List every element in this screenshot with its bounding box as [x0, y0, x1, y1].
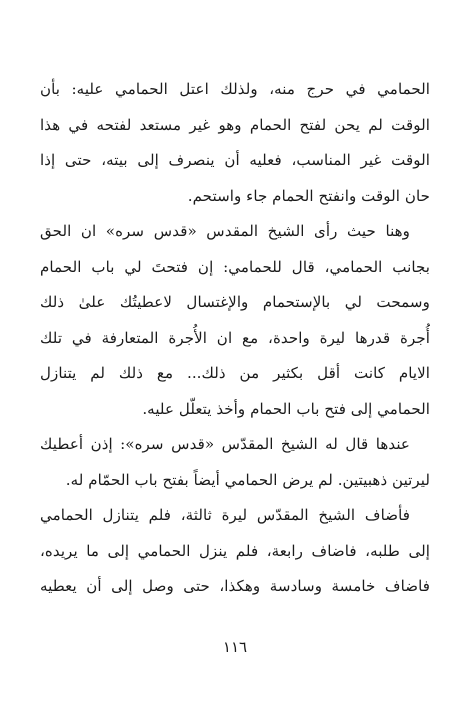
text-line: إلى طلبه، فاضاف رابعة، فلم ينزل الحمامي إلى ما يريده،: [40, 541, 430, 560]
text-line: الوقت غير المناسب، فعليه أن ينصرف إلى بيته، حتى إذا: [40, 151, 430, 169]
text-line: الايام كانت أقل بكثير من ذلك... مع ذلك لم يتنازل: [40, 364, 430, 382]
text-line: حان الوقت وانفتح الحمام جاء واستحم.: [187, 186, 430, 205]
body-text: [40, 72, 430, 605]
text-line: الحمامي إلى فتح باب الحمام وأخذ يتعلّل عليه.: [142, 399, 430, 418]
text-line: عندها قال له الشيخ المقدّس «قدس سره»: إذن أعطيك: [40, 435, 410, 453]
text-line: وسمحت لي بالإستحمام والإغتسال لاعطيتُك علىٰ ذلك: [40, 293, 430, 311]
text-line: فأضاف الشيخ المقدّس ليرة ثالثة، فلم يتنازل الحمامي: [40, 506, 410, 524]
text-line: ليرتين ذهبيتين. لم يرض الحمامي أيضاً بفتح باب الحمّام له.: [65, 470, 430, 489]
text-line: أُجرة قدرها ليرة واحدة، مع ان الأُجرة المتعارفة في تلك: [40, 328, 430, 347]
text-line: فاضاف خامسة وسادسة وهكذا، حتى وصل إلى أن يعطيه: [40, 577, 430, 595]
page-number: ١١٦: [222, 638, 248, 656]
text-line: بجانب الحمامي، قال للحمامي: إن فتحتَ لي باب الحمام: [40, 257, 430, 276]
text-line: وهنا حيث رأى الشيخ المقدس «قدس سره» ان الحق: [40, 222, 410, 240]
text-line: الحمامي في حرج منه، ولذلك اعتل الحمامي عليه: بأن: [40, 80, 430, 98]
text-line: الوقت لم يحن لفتح الحمام وهو غير مستعد لفتحه في هذا: [40, 115, 430, 134]
